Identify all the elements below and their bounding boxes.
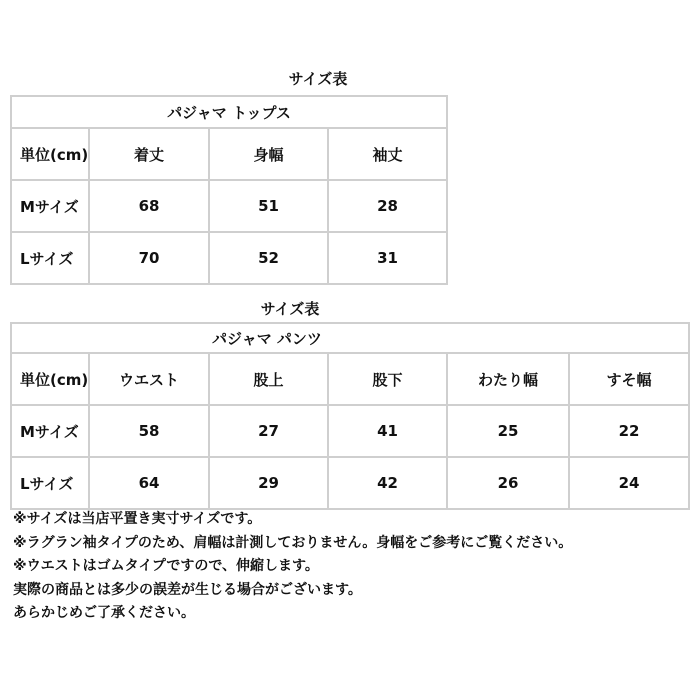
note-line: あらかじめご了承ください。 <box>13 605 195 622</box>
pants-cell: 58 <box>89 405 209 457</box>
tops-row-m-label: Mサイズ <box>11 180 89 232</box>
notes <box>13 508 572 626</box>
tops-row-l-label: Lサイズ <box>11 232 89 284</box>
pants-row-l-label: Lサイズ <box>11 457 89 509</box>
pants-title: サイズ表 <box>260 300 320 318</box>
tops-title: サイズ表 <box>288 70 348 88</box>
pants-row-m-label: Mサイズ <box>11 405 89 457</box>
note-line: 実際の商品とは多少の誤差が生じる場合がございます。 <box>13 581 362 598</box>
tops-cell: 51 <box>209 180 328 232</box>
tops-cell: 52 <box>209 232 328 284</box>
pants-cell: 22 <box>569 405 689 457</box>
pants-cell: 26 <box>447 457 569 509</box>
tops-subtitle: パジャマ トップス <box>11 96 447 128</box>
pants-header-waist: ウエスト <box>89 353 209 405</box>
pants-subtitle: パジャマ パンツ <box>11 323 689 353</box>
pants-header-thigh: わたり幅 <box>447 353 569 405</box>
tops-cell: 70 <box>89 232 209 284</box>
pants-header-unit: 単位(cm) <box>11 353 89 405</box>
pants-cell: 42 <box>328 457 447 509</box>
tops-cell: 31 <box>328 232 447 284</box>
tops-header-unit: 単位(cm) <box>11 128 89 180</box>
pants-size-table <box>10 322 690 510</box>
note-line: ※ウエストはゴムタイプですので、伸縮します。 <box>13 558 319 575</box>
tops-header-width: 身幅 <box>209 128 328 180</box>
pants-cell: 24 <box>569 457 689 509</box>
pants-cell: 25 <box>447 405 569 457</box>
pants-cell: 29 <box>209 457 328 509</box>
tops-cell: 68 <box>89 180 209 232</box>
tops-header-length: 着丈 <box>89 128 209 180</box>
tops-header-sleeve: 袖丈 <box>328 128 447 180</box>
tops-size-table <box>10 95 448 285</box>
tops-cell: 28 <box>328 180 447 232</box>
note-line: ※ラグラン袖タイプのため、肩幅は計測しておりません。身幅をご参考にご覧ください。 <box>13 534 573 551</box>
pants-header-inseam: 股下 <box>328 353 447 405</box>
pants-header-hem: すそ幅 <box>569 353 689 405</box>
note-line: ※サイズは当店平置き実寸サイズです。 <box>13 511 262 527</box>
pants-cell: 41 <box>328 405 447 457</box>
pants-cell: 27 <box>209 405 328 457</box>
pants-header-rise: 股上 <box>209 353 328 405</box>
pants-cell: 64 <box>89 457 209 509</box>
